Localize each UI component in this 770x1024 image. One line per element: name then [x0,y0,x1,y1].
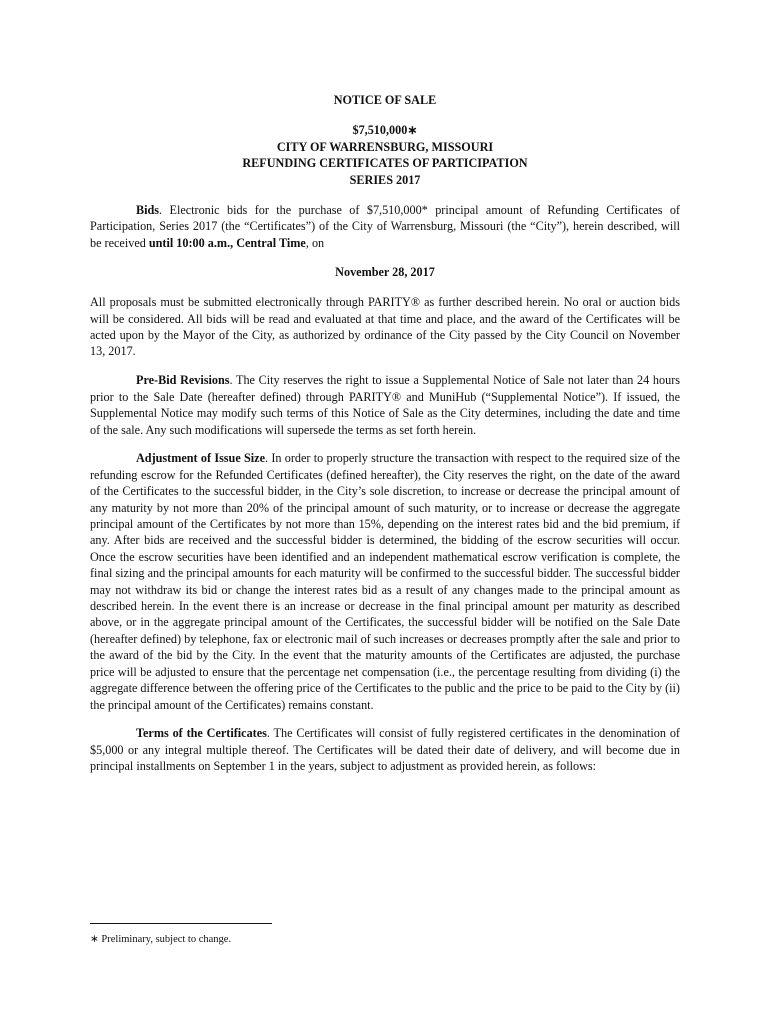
sale-date: November 28, 2017 [335,264,435,279]
notice-document [90,92,680,787]
bids-paragraph [90,202,680,251]
bids-time: until 10:00 a.m., Central Time [148,235,306,250]
pre-bid-text: . The City reserves the right to issue a Supplemental Notice of Sale not later than 24 hours prior to the Sale Date (hereafter defined) through PARITY® and MuniHub (“Supplemental Notice”). If issued, the Supplemental Notice may modify such terms of this Notice of Sale as the City determines, including the date and time of the sale. Any such modifications will supersede the terms as set forth herein. [90,373,680,437]
adjustment-paragraph [90,450,680,713]
terms-paragraph [90,725,680,774]
bids-text-b: , on [305,235,325,250]
terms-heading: Terms of the Certificates [136,726,267,741]
header-issuer: CITY OF WARRENSBURG, MISSOURI [276,139,494,154]
footnote-divider [90,923,272,924]
bids-heading: Bids [136,203,160,218]
notice-title: NOTICE OF SALE [333,93,437,107]
header-series: SERIES 2017 [349,172,421,187]
footnote: ∗ Preliminary, subject to change. [90,934,232,945]
adjustment-text: . In order to properly structure the transaction with respect to the required size of the refunding escrow for the Refunded Certificates (defined hereafter), the City reserves the right, on the date of the award of the Certificates to the successful bidder, in the City’s sole discretion, to increase or decrease the principal amount of any maturity by not more than 20% of the principal amount of such maturity, or to increase or decrease the aggregate principal amount of the Certificates by not more than 15%, depending on the interest rates bid and the bid premium, if any. After bids are received and the successful bidder is determined, the bidding of the escrow securities will occur. Once the escrow securities have been identified and an independent mathematical escrow verification is complete, the final sizing and the principal amounts for each maturity will be confirmed to the successful bidder. The successful bidder may not withdraw its bid or change the interest rates bid as a result of any changes made to the principal amount as described herein. In the event there is an increase or decrease in the final principal amount per maturity as described above, or in the aggregate principal amount of the Certificates, the successful bidder will be notified on the Sale Date (hereafter defined) by telephone, fax or electronic mail of such increases or decreases promptly after the sale and prior to the award of the bid by the City. In the event that the maturity amounts of the Certificates are adjusted, the purchase price will be adjusted to ensure that the percentage net compensation (i.e., the percentage resulting from dividing (i) the aggregate difference between the offering price of the Certificates to the public and the price to be paid to the City by (ii) the principal amount of the Certificates) remains constant. [90,451,680,712]
pre-bid-paragraph [90,372,680,438]
pre-bid-heading: Pre-Bid Revisions [136,373,230,388]
header-amount: $7,510,000∗ [352,123,418,138]
proposals-paragraph: All proposals must be submitted electronically through PARITY® as further described herein. No oral or auction bids will be considered. All bids will be read and evaluated at that time and place, and the award of the Certificates will be acted upon by the Mayor of the City, as authorized by ordinance of the City passed by the City Council on November 13, 2017. [90,295,680,359]
document-header [90,122,680,188]
terms-text: . The Certificates will consist of fully registered certificates in the denomination of $5,000 or any integral multiple thereof. The Certificates will be dated their date of delivery, and will become due in principal installments on September 1 in the years, subject to adjustment as provided herein, as follows: [90,726,680,774]
adjustment-heading: Adjustment of Issue Size [136,451,266,466]
header-issue-name: REFUNDING CERTIFICATES OF PARTICIPATION [242,156,528,171]
bids-text-a: . Electronic bids for the purchase of $7,510,000* principal amount of Refunding Certificates of Participation, Series 2017 (the “Certificates”) of the City of Warrensburg, Missouri (the “City”), herein described, will be received [90,203,680,250]
